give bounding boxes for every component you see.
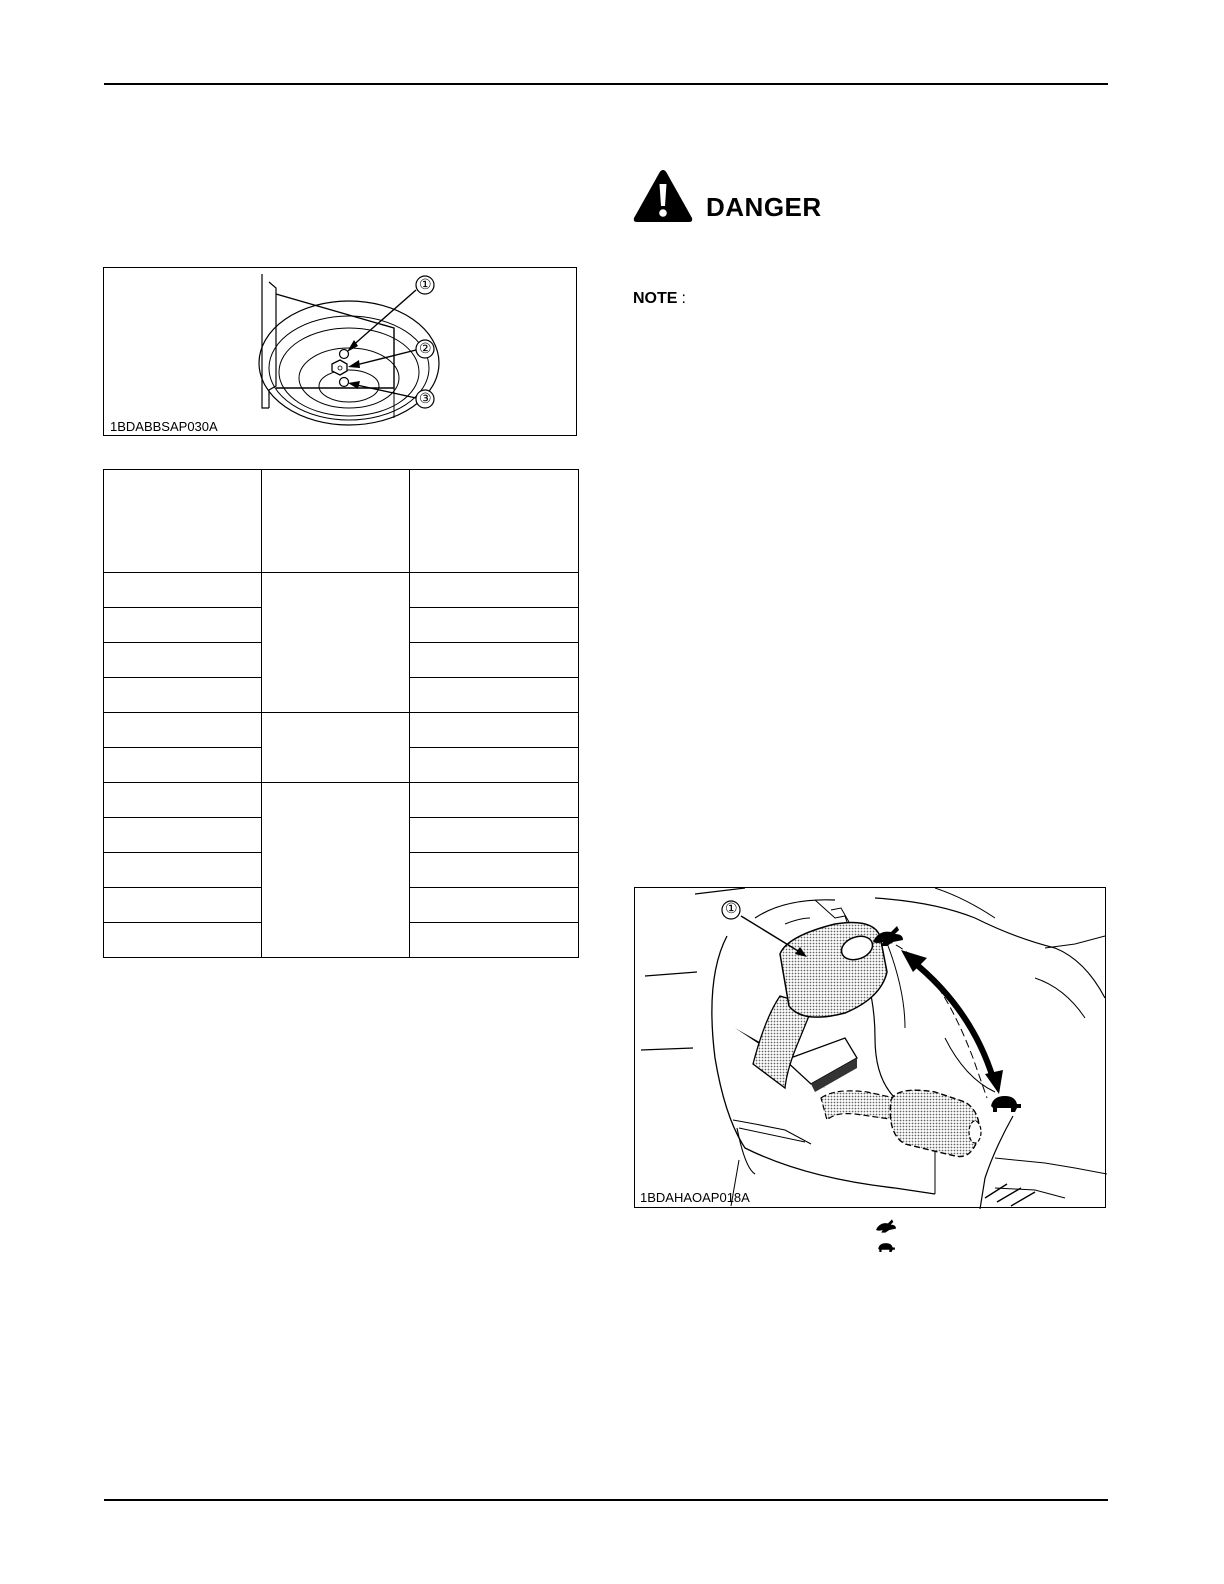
merged-cell: [262, 573, 410, 713]
table-cell: [410, 923, 579, 958]
note-label: [633, 290, 686, 308]
spec-table: [103, 469, 579, 958]
table-cell: [104, 818, 262, 853]
callout-3: ③: [419, 390, 432, 406]
table-cell: [410, 888, 579, 923]
footer-rule: [104, 1499, 1108, 1501]
table-cell: [410, 713, 579, 748]
table-cell: [410, 818, 579, 853]
table-cell: [104, 608, 262, 643]
merged-cell: [262, 713, 410, 783]
figure-code: 1BDAHAOAP018A: [640, 1190, 750, 1205]
table-cell: [104, 853, 262, 888]
figure-code: 1BDABBSAP030A: [110, 419, 218, 434]
turtle-icon: [876, 1240, 896, 1254]
rabbit-icon: [876, 1218, 896, 1234]
figure-oil-plug: [103, 267, 577, 436]
header-cell: [104, 470, 262, 573]
merged-cell: [262, 783, 410, 958]
danger-label: DANGER: [706, 192, 822, 222]
table-cell: [104, 678, 262, 713]
oil-plug-diagram: [104, 268, 578, 437]
throttle-lever-diagram: [635, 888, 1107, 1209]
callout-1: ①: [725, 900, 738, 916]
table-cell: [104, 783, 262, 818]
table-cell: [410, 608, 579, 643]
table-cell: [104, 643, 262, 678]
table-cell: [410, 783, 579, 818]
figure-throttle-lever: [634, 887, 1106, 1208]
turtle-icon: [991, 1096, 1021, 1112]
callout-1: ①: [419, 276, 432, 292]
double-arrow-icon: [911, 960, 993, 1078]
table-cell: [410, 573, 579, 608]
danger-heading: [632, 168, 892, 224]
callout-2: ②: [419, 340, 432, 356]
header-cell: [410, 470, 579, 573]
table-cell: [104, 888, 262, 923]
table-cell: [104, 923, 262, 958]
table-cell: [104, 713, 262, 748]
header-cell: [262, 470, 410, 573]
table-cell: [410, 853, 579, 888]
table-cell: [410, 643, 579, 678]
note-word: NOTE: [633, 290, 678, 307]
table-cell: [410, 748, 579, 783]
warning-triangle-icon: [632, 168, 694, 224]
table-cell: [104, 573, 262, 608]
table-cell: [410, 678, 579, 713]
header-rule: [104, 83, 1108, 85]
note-colon: :: [681, 290, 686, 307]
table-cell: [104, 748, 262, 783]
rabbit-icon: [873, 926, 903, 946]
